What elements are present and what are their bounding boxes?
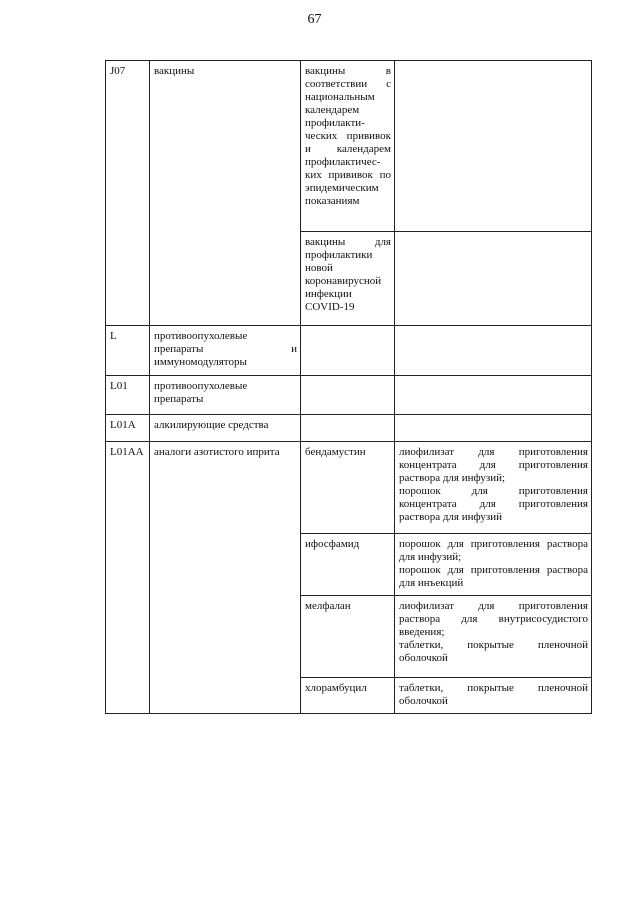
table-row [106,61,592,232]
drug-table [105,60,592,714]
substance-cell: хлорамбуцил [301,678,395,714]
group-name-cell: аналоги азотистого иприта [150,442,301,714]
table-row [106,376,592,415]
dosage-forms-cell [395,376,592,415]
atc-code-cell: J07 [106,61,150,326]
substance-cell: ифосфамид [301,534,395,596]
dosage-form: таблетки, покрытые пленочной оболочкой [399,682,588,707]
table-row [106,415,592,442]
substance-cell [301,415,395,442]
atc-code-cell: L01 [106,376,150,415]
dosage-form: таблетки, покрытые пленочной оболочкой [399,639,588,664]
dosage-form: порошок для приготовления концентрата для приготовления раствора для инфузий [399,485,588,523]
substance-cell [301,376,395,415]
dosage-forms-cell [395,596,592,678]
dosage-forms-cell [395,415,592,442]
atc-code-cell: L [106,326,150,376]
dosage-form: порошок для приготовления раствора для инъекций [399,564,588,589]
substance-cell [301,326,395,376]
dosage-forms-cell [395,326,592,376]
dosage-forms-cell [395,534,592,596]
dosage-forms-cell [395,232,592,326]
group-name-cell: противоопухолевые препараты и иммуномодуляторы [150,326,301,376]
dosage-form: лиофилизат для приготовления концентрата для приготовления раствора для инфузий; [399,446,588,484]
table-row [106,442,592,534]
page-number: 67 [307,12,322,27]
group-name-cell: противоопухолевые препараты [150,376,301,415]
substance-cell: бендамустин [301,442,395,534]
substance-cell: вакцины для профилактики новой коронавирусной инфекции COVID-19 [301,232,395,326]
dosage-forms-cell [395,61,592,232]
substance-cell: вакцины в соответствии с национальным календарем профилакти-ческих прививок и календарем профилактичес-ких прививок по эпидемическим показаниям [301,61,395,232]
group-name-cell: вакцины [150,61,301,326]
group-name-cell: алкилирующие средства [150,415,301,442]
dosage-forms-cell [395,442,592,534]
atc-code-cell: L01A [106,415,150,442]
atc-code-cell: L01AA [106,442,150,714]
dosage-form: лиофилизат для приготовления раствора для внутрисосудистого введения; [399,600,588,638]
table-row [106,326,592,376]
dosage-forms-cell [395,678,592,714]
substance-cell: мелфалан [301,596,395,678]
dosage-form: порошок для приготовления раствора для инфузий; [399,538,588,563]
